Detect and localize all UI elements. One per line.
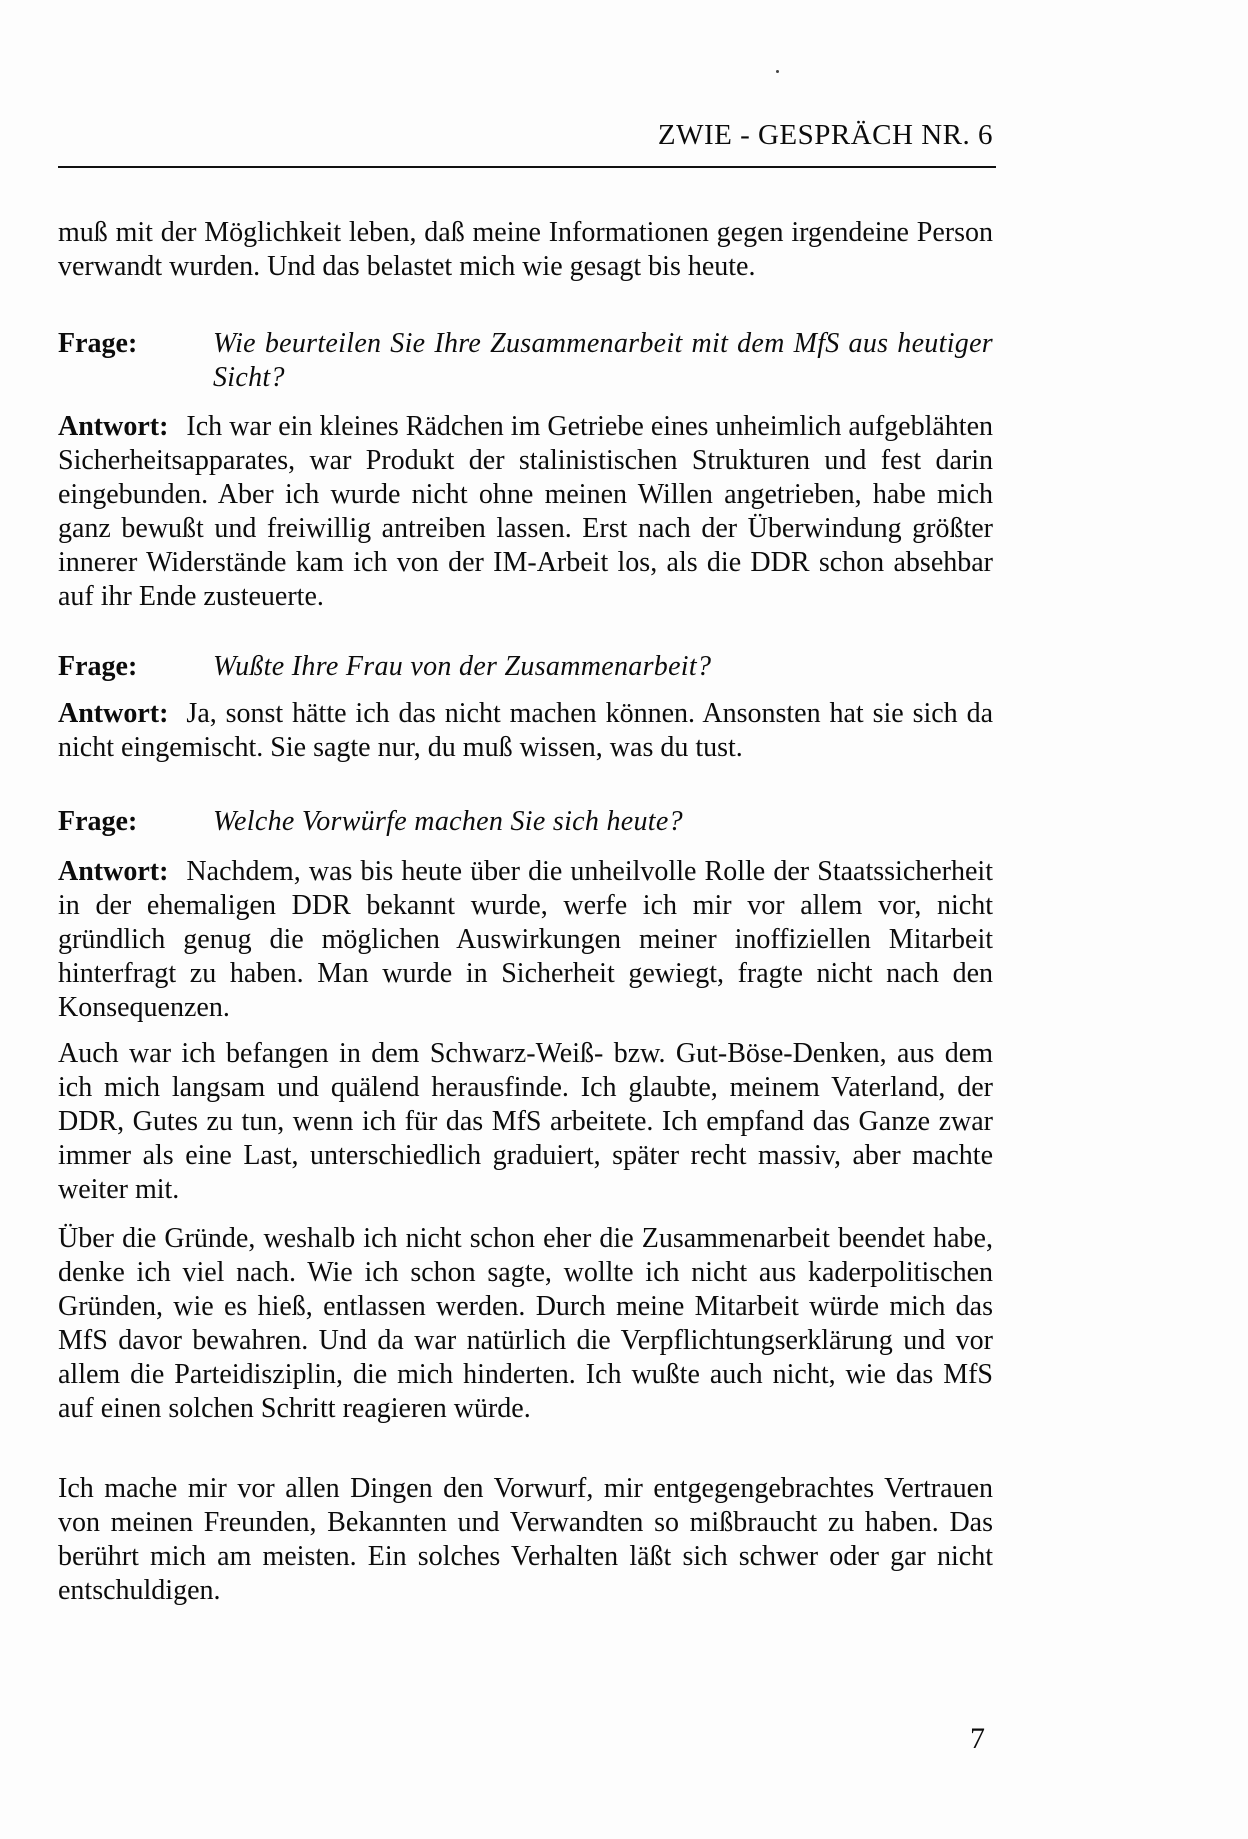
answer-text: Nachdem, was bis heute über die unheilvolle Rolle der Staatssicherheit in der ehemaligen DDR bekannt wurde, werfe ich mir vor allem vor, nicht gründlich genug die möglichen Auswirkungen meiner inoffiziellen Mitarbeit hinterfragt zu haben. Man wurde in Sicherheit gewiegt, fragte nicht nach den Konsequenzen.: [58, 856, 993, 1023]
question-text: Welche Vorwürfe machen Sie sich heute?: [213, 806, 683, 837]
question-1: [58, 327, 993, 395]
question-3: [58, 805, 993, 839]
question-label: Frage:: [58, 806, 138, 837]
intro-paragraph: muß mit der Möglichkeit leben, daß meine Informationen gegen irgendeine Person verwandt wurden. Und das belastet mich wie gesagt bis heute.: [58, 217, 993, 282]
body-paragraph-1: Auch war ich befangen in dem Schwarz-Weiß- bzw. Gut-Böse-Denken, aus dem ich mich langsam und quälend herausfinde. Ich glaubte, meinem Vaterland, der DDR, Gutes zu tun, wenn ich für das MfS arbeitete. Ich empfand das Ganze zwar immer als eine Last, unterschiedlich graduiert, später recht massiv, aber machte weiter mit.: [58, 1038, 993, 1205]
question-label: Frage:: [58, 651, 138, 682]
header-rule: [58, 166, 996, 168]
question-text: Wußte Ihre Frau von der Zusammenarbeit?: [213, 651, 712, 682]
answer-text: Ich war ein kleines Rädchen im Getriebe eines unheimlich aufgeblähten Sicherheitsapparates, war Produkt der stalinistischen Strukturen und fest darin eingebunden. Aber ich wurde nicht ohne meinen Willen angetrieben, habe mich ganz bewußt und freiwillig antreiben lassen. Erst nach der Überwindung größter innerer Widerstände kam ich von der IM-Arbeit los, als die DDR schon absehbar auf ihr Ende zusteuerte.: [58, 411, 993, 612]
answer-label: Antwort:: [58, 856, 169, 887]
body-paragraph-2: Über die Gründe, weshalb ich nicht schon eher die Zusammenarbeit beendet habe, denke ich viel nach. Wie ich schon sagte, wollte ich nicht aus kaderpolitischen Gründen, wie es hieß, entlassen werden. Durch meine Mitarbeit würde mich das MfS davor bewahren. Und da war natürlich die Verpflichtungserklärung und vor allem die Parteidisziplin, die mich hinderten. Ich wußte auch nicht, wie das MfS auf einen solchen Schritt reagieren würde.: [58, 1223, 993, 1424]
question-2: [58, 650, 993, 684]
answer-3: [58, 855, 993, 1025]
page-number: 7: [970, 1722, 985, 1755]
answer-text: Ja, sonst hätte ich das nicht machen können. Ansonsten hat sie sich da nicht eingemischt. Sie sagte nur, du muß wissen, was du tust.: [58, 698, 993, 763]
answer-2: [58, 697, 993, 765]
scan-speck: [776, 70, 779, 73]
answer-label: Antwort:: [58, 698, 169, 729]
running-header: ZWIE - GESPRÄCH NR. 6: [657, 119, 993, 151]
body-paragraph-3: Ich mache mir vor allen Dingen den Vorwurf, mir entgegengebrachtes Vertrauen von meinen Freunden, Bekannten und Verwandten so mißbraucht zu haben. Das berührt mich am meisten. Ein solches Verhalten läßt sich schwer oder gar nicht entschuldigen.: [58, 1473, 993, 1606]
question-label: Frage:: [58, 328, 138, 359]
answer-label: Antwort:: [58, 411, 169, 442]
question-text: Wie beurteilen Sie Ihre Zusammenarbeit mit dem MfS aus heutiger Sicht?: [213, 328, 993, 393]
answer-1: [58, 410, 993, 614]
